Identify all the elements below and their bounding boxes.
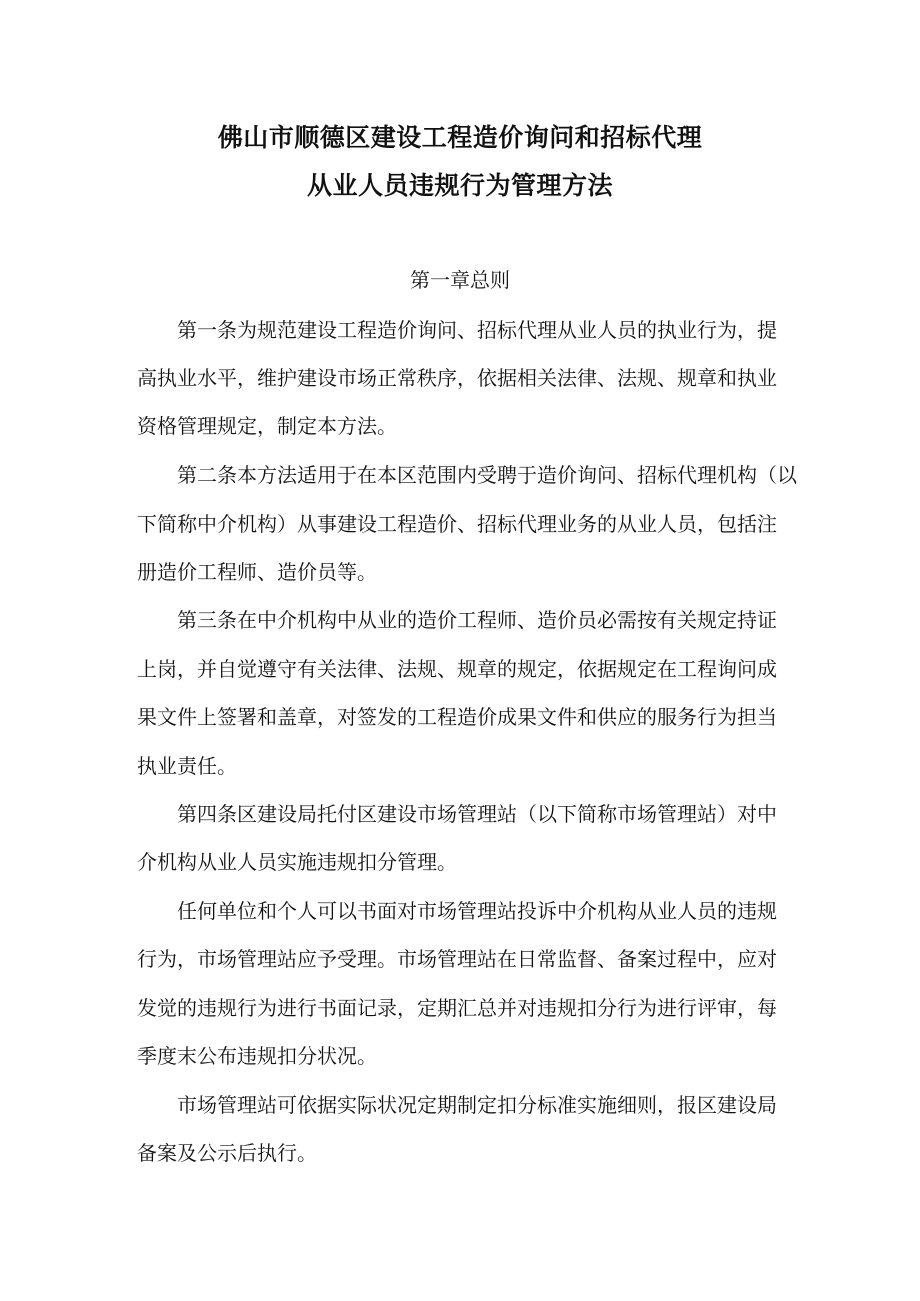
paragraph-line: 第一条为规范建设工程造价询问、招标代理从业人员的执业行为，提	[177, 318, 777, 342]
paragraph-line: 第三条在中介机构中从业的造价工程师、造价员必需按有关规定持证	[177, 608, 777, 632]
paragraph-line: 上岗，并自觉遵守有关法律、法规、规章的规定，依据规定在工程询问成	[137, 657, 777, 681]
paragraph-line: 行为，市场管理站应予受理。市场管理站在日常监督、备案过程中，应对	[137, 947, 777, 971]
paragraph-line: 市场管理站可依据实际状况定期制定扣分标准实施细则，报区建设局	[177, 1093, 777, 1117]
chapter-heading: 第一章总则	[410, 268, 510, 292]
paragraph-line: 高执业水平，维护建设市场正常秩序，依据相关法律、法规、规章和执业	[137, 366, 777, 390]
paragraph-line: 果文件上签署和盖章，对签发的工程造价成果文件和供应的服务行为担当	[137, 705, 777, 729]
paragraph-line: 介机构从业人员实施违规扣分管理。	[137, 850, 457, 874]
paragraph-line: 第四条区建设局托付区建设市场管理站（以下简称市场管理站）对中	[177, 802, 777, 826]
paragraph-line: 资格管理规定，制定本方法。	[137, 414, 397, 438]
paragraph-line: 册造价工程师、造价员等。	[137, 560, 377, 584]
paragraph-line: 备案及公示后执行。	[137, 1141, 317, 1165]
paragraph-line: 发觉的违规行为进行书面记录，定期汇总并对违规扣分行为进行评审，每	[137, 996, 777, 1020]
paragraph-line: 执业责任。	[137, 754, 237, 778]
document-title-line-1: 佛山市顺德区建设工程造价询问和招标代理	[217, 123, 703, 152]
document-title-line-2: 从业人员违规行为管理方法	[306, 171, 613, 200]
paragraph-line: 季度末公布违规扣分状况。	[137, 1044, 377, 1068]
paragraph-line: 第二条本方法适用于在本区范围内受聘于造价询问、招标代理机构（以	[177, 463, 797, 487]
paragraph-line: 下简称中介机构）从事建设工程造价、招标代理业务的从业人员，包括注	[137, 512, 777, 536]
paragraph-line: 任何单位和个人可以书面对市场管理站投诉中介机构从业人员的违规	[177, 899, 777, 923]
